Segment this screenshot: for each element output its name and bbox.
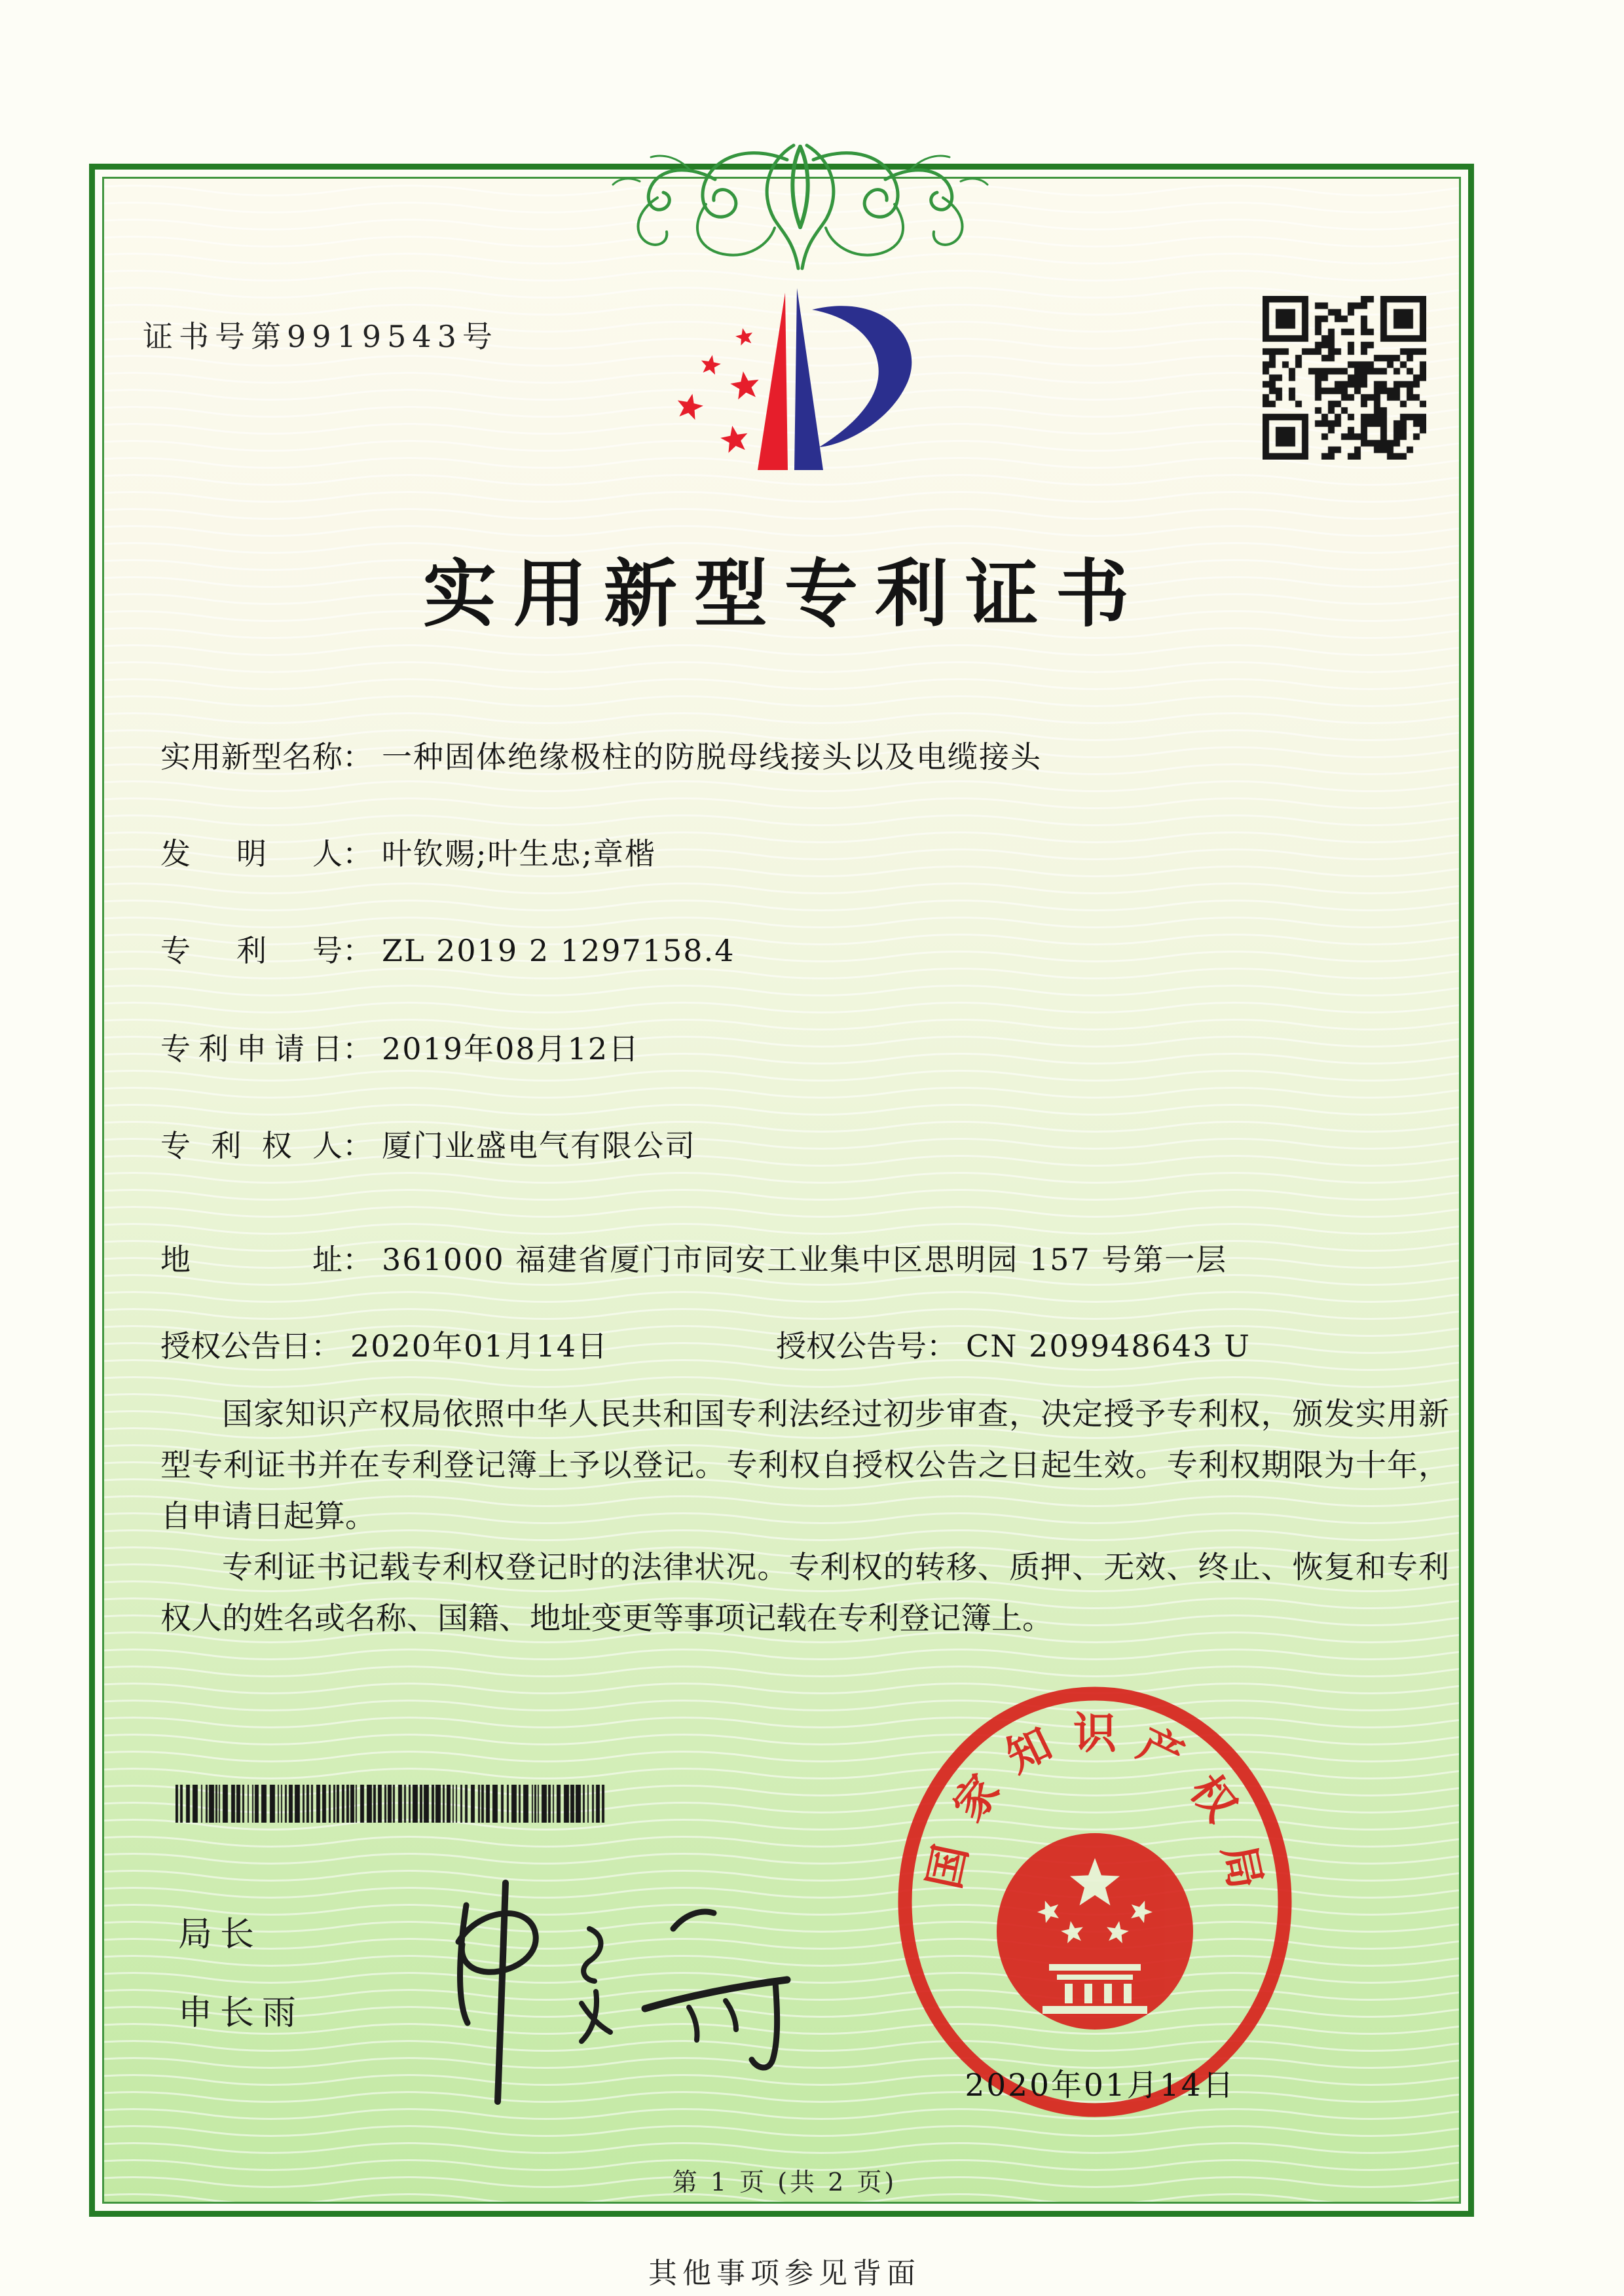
grant-date-value: 2020年01月14日 — [350, 1328, 609, 1364]
field-row-address: 地址： 361000 福建省厦门市同安工业集中区思明园 157 号第一层 — [160, 1242, 1228, 1277]
field-value: 361000 福建省厦门市同安工业集中区思明园 157 号第一层 — [382, 1242, 1228, 1277]
svg-text:产: 产 — [1130, 1717, 1192, 1783]
field-row-name: 实用新型名称： 一种固体绝缘极柱的防脱母线接头以及电缆接头 — [160, 739, 1042, 774]
page-number: 第 1 页 (共 2 页) — [672, 2168, 897, 2196]
grant-number-label: 授权公告号 — [776, 1328, 927, 1364]
legal-paragraph-2: 专利证书记载专利权登记时的法律状况。专利权的转移、质押、无效、终止、恢复和专利权人的姓名或名称、国籍、地址变更等事项记载在专利登记簿上。 — [160, 1550, 1449, 1637]
field-row-filing-date: 专利申请日： 2019年08月12日 — [160, 1031, 640, 1066]
svg-text:识: 识 — [1073, 1707, 1116, 1758]
field-label: 地址 — [160, 1242, 342, 1277]
field-row-inventor: 发明人： 叶钦赐;叶生忠;章楷 — [160, 836, 656, 871]
grant-date-label: 授权公告日 — [160, 1328, 311, 1364]
commissioner-label: 局长 — [178, 1915, 263, 1954]
cnipa-logo-icon — [645, 252, 940, 501]
field-value: 厦门业盛电气有限公司 — [382, 1128, 696, 1163]
legal-text-block — [160, 1389, 1449, 1645]
commissioner-signature-graphic — [393, 1851, 851, 2113]
document-title: 实用新型专利证书 — [423, 551, 1146, 637]
svg-text:局: 局 — [1212, 1840, 1272, 1893]
back-side-note: 其他事项参见背面 — [648, 2257, 921, 2290]
field-value: 2019年08月12日 — [382, 1031, 640, 1066]
field-value: 叶钦赐;叶生忠;章楷 — [382, 836, 656, 871]
svg-text:国: 国 — [918, 1840, 978, 1893]
field-label: 专利号 — [160, 933, 342, 968]
certificate-number: 证书号第9919543号 — [143, 319, 498, 354]
field-label: 专利权人 — [160, 1128, 342, 1163]
svg-text:知: 知 — [998, 1717, 1060, 1783]
grant-number-pair: 授权公告号： CN 209948643 U — [776, 1328, 1251, 1364]
legal-paragraph-1: 国家知识产权局依照中华人民共和国专利法经过初步审查，决定授予专利权，颁发实用新型专利证书并在专利登记簿上予以登记。专利权自授权公告之日起生效。专利权期限为十年，自申请日起算。 — [160, 1396, 1449, 1535]
field-label: 专利申请日 — [160, 1031, 342, 1066]
barcode — [175, 1785, 610, 1823]
logo-stars-icon — [678, 328, 759, 453]
svg-text:权: 权 — [1180, 1765, 1247, 1831]
field-label: 实用新型名称 — [160, 739, 342, 774]
svg-text:家: 家 — [942, 1765, 1010, 1831]
grant-number-value: CN 209948643 U — [966, 1328, 1251, 1364]
field-label: 发明人 — [160, 836, 342, 871]
field-value: ZL 2019 2 1297158.4 — [382, 933, 735, 968]
seal-date: 2020年01月14日 — [965, 2068, 1236, 2104]
national-emblem-icon — [997, 1833, 1193, 2030]
field-row-grant: 授权公告日： 2020年01月14日 授权公告号： CN 209948643 U — [160, 1328, 1251, 1364]
commissioner-name: 申长雨 — [178, 1994, 304, 2033]
field-row-patentee: 专利权人： 厦门业盛电气有限公司 — [160, 1128, 696, 1163]
field-row-patent-number: 专利号： ZL 2019 2 1297158.4 — [160, 933, 735, 968]
field-value: 一种固体绝缘极柱的防脱母线接头以及电缆接头 — [382, 739, 1042, 774]
qr-code — [1263, 296, 1426, 460]
